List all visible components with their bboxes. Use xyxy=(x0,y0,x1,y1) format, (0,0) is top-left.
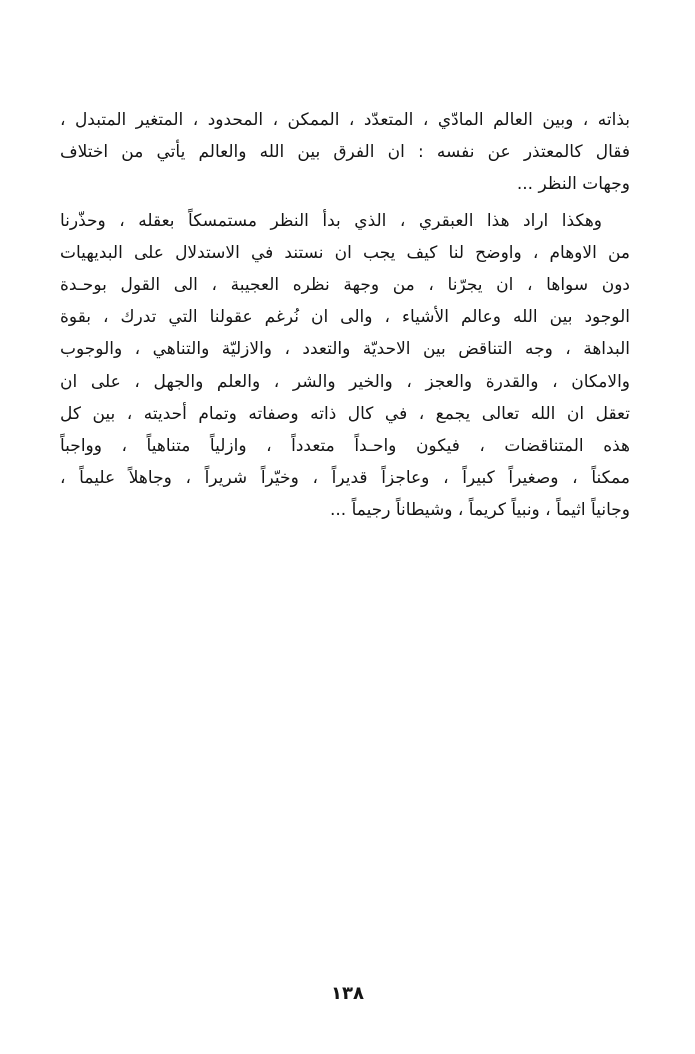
text-line: ممكناً ، وصغيراً كبيراً ، وعاجزاً قديراً ، وخيّراً شريراً ، وجاهلاً عليماً ، xyxy=(60,468,630,489)
text-line: بذاته ، وبين العالم المادّي ، المتعدّد ، الممكن ، المحدود ، المتغير المتبدل ، xyxy=(60,110,630,130)
text-line: تعقل ان الله تعالى يجمع ، في كال ذاته وصفاته وتمام أحديته ، بين كل xyxy=(60,403,630,424)
body-text xyxy=(60,104,630,526)
text-line: وجانياً اثيماً ، ونبياً كريماً ، وشيطاناً رجيماً ... xyxy=(329,500,630,521)
text-line: فقال كالمعتذر عن نفسه : ان الفرق بين الله والعالم يأتي من اختلاف xyxy=(60,142,630,163)
text-line: من الاوهام ، واوضح لنا كيف يجب ان نستند في الاستدلال على البديهيات xyxy=(60,242,630,263)
text-line: الوجود بين الله وعالم الأشياء ، والى ان نُرغم عقولنا التي تدرك ، بقوة xyxy=(60,307,630,328)
page-number: ١٣٨ xyxy=(331,983,364,1004)
text-line: هذه المتناقضات ، فيكون واحـداً متعدداً ، وازلياً متناهياً ، وواجباً xyxy=(60,435,630,456)
text-line: دون سواها ، ان يجرّنا ، من وجهة نظره العجيبة ، الى القول بوحـدة xyxy=(60,274,630,295)
text-line: البداهة ، وجه التناقض بين الاحديّة والتعدد ، والازليّة والتناهي ، والوجوب xyxy=(60,339,630,360)
text-line: وهكذا اراد هذا العبقري ، الذي بدأ النظر مستمسكاً بعقله ، وحذّرنا xyxy=(60,210,602,231)
text-line: والامكان ، والقدرة والعجز ، والخير والشر ، والعلم والجهل ، على ان xyxy=(60,371,630,392)
text-line: وجهات النظر ... xyxy=(516,174,630,195)
